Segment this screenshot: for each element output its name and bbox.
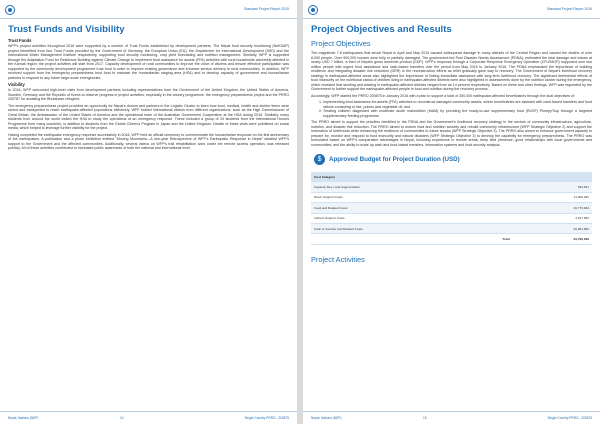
page-header	[0, 0, 297, 19]
header-label: Standard Project Report 2015	[244, 7, 289, 11]
page-title: Trust Funds and Visibility	[8, 24, 125, 35]
header-divider	[0, 18, 297, 19]
budget-row-value: 4,167,652	[513, 213, 592, 223]
budget-row-value: 26,051,860	[513, 223, 592, 233]
budget-row-value: 524,921	[513, 182, 592, 192]
footer-country: Nepal, Nations (NEP)	[311, 416, 342, 420]
header-label: Standard Project Report 2015	[547, 7, 592, 11]
page-footer	[303, 411, 600, 424]
footer-project: Single Country PRRO - 200875	[244, 416, 289, 420]
trust-funds-paragraph: WFP's project activities throughout 2016 were supported by a number of Trust Funds established by development partners. The Nepal food security monitoring (NeKSAP) project benefitted from four Trust Funds provided by the Government of Germany, the European Union (EU), the Department for International Development (DfID) and the International Water Management Institute respectively, supporting food security monitoring, crop yield forecasting and nutrition management. Similarly, WFP is supported through the Adaptation Fund for Resilience Building against Climate Change to implement food assistance for assets (FFA) activities with rural households adversely affected in the Karnali region; the project activities will start from 2017. Capacity development of rural communities to improve the voice of citizens and ensure effective participation was supported by the community development programme trust fund in order to improve existing governance and enhance service delivery to rural communities. In addition, WFP received support from the emergency preparedness trust fund to maintain the humanitarian staging area (HSA) and to develop capacity of government and humanitarian partners to respond to any future large-scale emergencies.	[8, 44, 289, 80]
wfp-logo-icon	[308, 5, 318, 15]
page-header	[303, 0, 600, 19]
trust-funds-heading: Trust Funds	[8, 38, 32, 43]
budget-total-label: Total	[311, 234, 513, 244]
budget-row-label: Indirect Support Costs	[311, 213, 513, 223]
budget-row-label: Direct Support Costs	[311, 192, 513, 202]
list-item: 1. Implementing food assistance-for-assets (FFA) activities to reconstruct damaged community assets, where beneficiaries are assisted with cash-based transfers and food rations consisting of rice, pulses and vegetable oil; and	[323, 100, 592, 109]
budget-table-header: Cost Category	[311, 172, 592, 182]
visibility-paragraph-3: Having completed the earthquake emergency response successfully in 2016, WFP held an official ceremony to commemorate the humanitarian response on the first anniversary of the earthquakes. A publication and a photo exhibition entitled "Moving Mountains—A one-year Retrospective of WFP's Earthquake Response in Nepal" detailed WFP's support to the Government and the affected communities. Additionally, several videos on WFP's trail rehabilitation work under the remote access operation, was released publicly. All of these activities contributed to increased public awareness of both the national and international level.	[8, 132, 289, 150]
visibility-paragraph-1: In 2016, WFP welcomed high-level visits from development partners including representatives from the Government of the United Kingdom, the United States of America, Sweden, Germany and the Republic of Korea to observe progress in project activities, especially in the country programme, the emergency preparedness project and the PRRO 200787 for assisting the Bhutanese refugees.	[8, 88, 289, 101]
list-item: 2. Treating children diagnosed with moderate acute malnutrition (MAM) by providing the ready-to-use supplementary food (RUSF) Plumpy'Sup through a targeted supplementary feeding programme.	[323, 109, 592, 118]
page-title: Project Objectives and Results	[311, 24, 452, 35]
right-content	[311, 24, 592, 267]
footer-divider	[303, 411, 600, 412]
budget-row-label: Food and Related Costs	[311, 203, 513, 213]
wfp-logo-icon	[5, 5, 15, 15]
table-row	[311, 192, 592, 202]
table-row	[311, 213, 592, 223]
objectives-heading: Project Objectives	[311, 39, 371, 48]
table-total-row	[311, 234, 592, 244]
table-row	[311, 182, 592, 192]
left-page	[0, 0, 297, 424]
visibility-paragraph-2: The emergency preparedness project provided an opportunity for Nepal's donors and partners in the Logistic Cluster to learn how food, medical, health and shelter items were stored and transported to reach earthquake-affected populations effectively. WFP hosted international visitors from different organizations, such as the High Commissioner of Great Britain, the Ambassador of the United States of America and the operational team of the Australian Government Cooperation at the HSA during 2016. Similarly, many students from around the world visited the HSA to study the operations of an emergency response. These included a group of 20 students from the International Honors Programme from many countries, in addition to students from the Global Citizen's Program in Japan and the United Kingdom. Details of these visits were published on social media, which helped to leverage further visibility for the project.	[8, 103, 289, 130]
budget-row-label: Cash & Voucher and Related Costs	[311, 223, 513, 233]
table-row	[311, 223, 592, 233]
objectives-paragraph-1: The magnitude 7.8 earthquakes that struck Nepal in April and May 2015 caused widespread damage in many districts of the Central Region and caused the deaths of over 8,000 people. Over 900,000 houses were fully or partially damaged. The government-led Post Disaster Needs Assessment (PDNA), estimated the total damage and losses at nearly USD 7 billion, a third of Nepal's gross domestic product (GDP). WFP's response through a Corporate Response Emergency Operation (CR-EMOP) supported over two million people with urgent food assistance and cash-based transfers over the period from May 2015 to January 2016. The PDNA emphasised the importance of building resilience and integrating disaster risk reduction (DRR) in the reconstruction efforts as relief gradually gave way to recovery. The Government of Nepal's livelihood recovery strategy in earthquake-affected areas also highlighted the importance of linking immediate assistance with long-term livelihood recovery. The significant detrimental effects of food insecurity on the nutritional status of children living in earthquake-affected districts were also highlighted in assessments done by the nutrition cluster during the emergency, which revealed that stunting and wasting in earthquake-affected districts ranged from as 14 percent respectively. Based on these and other findings, WFP was requested by the Government to further support the earthquake-affected people in food and nutrition during the recovery process.	[311, 51, 592, 91]
visibility-heading: Visibility	[8, 82, 25, 87]
objectives-list	[311, 100, 592, 118]
right-page	[303, 0, 600, 424]
budget-title	[314, 154, 592, 165]
page-number: 15	[423, 416, 427, 420]
budget-title-text: Approved Budget for Project Duration (USD)	[329, 156, 460, 163]
budget-row-label: Capacity Dev t and Augmentation	[311, 182, 513, 192]
objectives-paragraph-2: Accordingly, WFP started the PRRO 200875 in January 2016 with a plan to support a total of 350,000 earthquake-affected beneficiaries through the dual objectives of:	[311, 93, 576, 98]
activities-heading: Project Activities	[311, 254, 365, 264]
table-row	[311, 203, 592, 213]
budget-total-value: 63,796,948	[513, 234, 592, 244]
budget-table	[311, 172, 592, 245]
header-divider	[303, 18, 600, 19]
page-number: 14	[120, 416, 124, 420]
footer-project: Single Country PRRO - 200875	[547, 416, 592, 420]
page-footer	[0, 411, 297, 424]
left-content	[8, 24, 289, 153]
footer-country: Nepal, Nations (NEP)	[8, 416, 39, 420]
dollar-icon: $	[314, 154, 325, 165]
objectives-paragraph-3: The PRRO aimed to support the priorities identified in the PDNA and the Government's livelihood recovery strategy in the sectors of community infrastructure, agriculture, nutrition, and disaster risk reduction. The PRRO aimed to restore food and nutrition security and rebuild community infrastructure (WFP Strategic Objective 2) and support the restoration of livelihoods while enhancing the resilience of communities to future shocks (WFP Strategic Objective 3). The PRRO also aimed to enhance government capacity to prepare for, monitor and respond to food insecurity and natural disasters (WFP Strategic Objective 3) to develop the capability for emergency preparedness. The PRRO was formulated based on WFP's comparative advantages in Nepal, including experience in remote areas; deep field presence; good relationships with local governments and communities; and the ability to scale up cash and food-based transfers, information systems and food security analysis.	[311, 120, 592, 147]
budget-row-value: 16,774,934	[513, 203, 592, 213]
footer-divider	[0, 411, 297, 412]
budget-row-value: 11,009,292	[513, 192, 592, 202]
